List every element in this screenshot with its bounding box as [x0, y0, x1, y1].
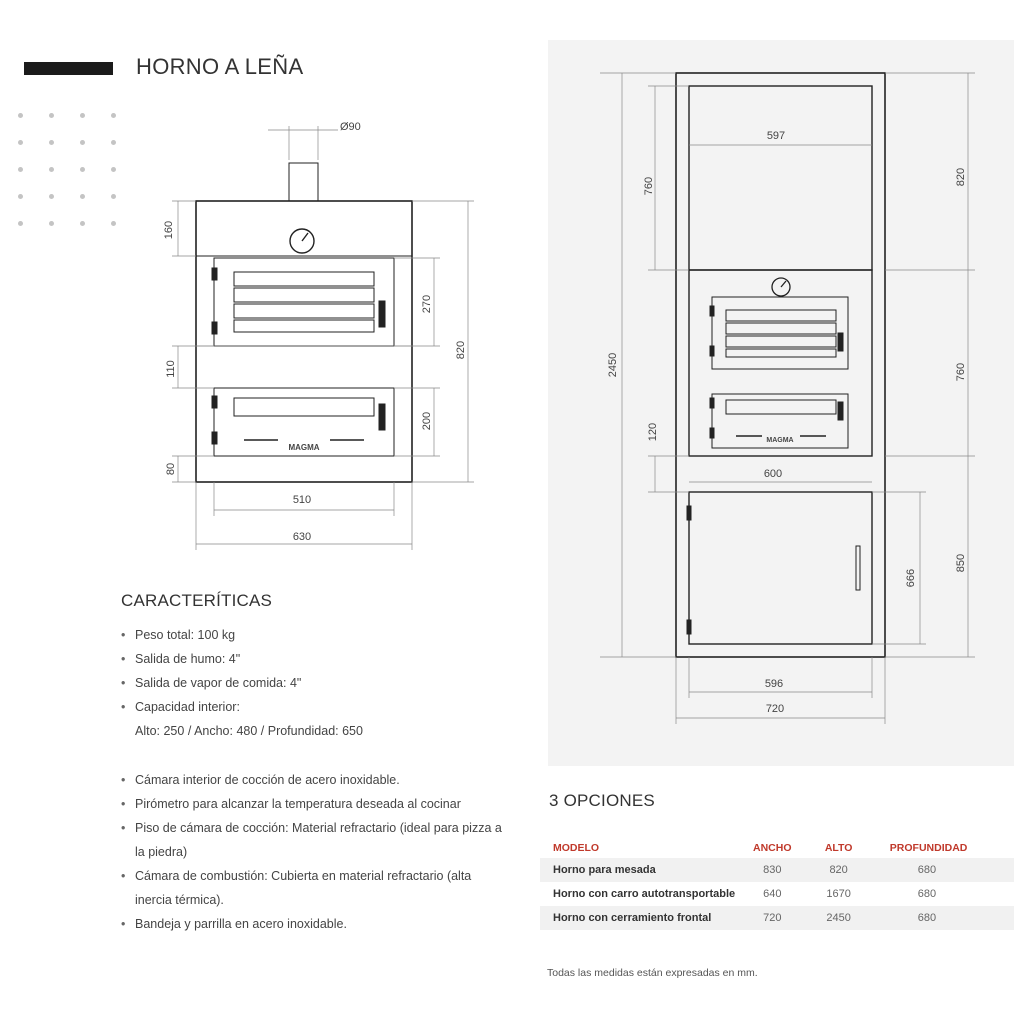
dim-w600: 600 — [763, 468, 783, 480]
column-header: PROFUNDIDAD — [889, 842, 968, 854]
decorative-dot — [49, 221, 54, 226]
table-cell: 820 — [805, 858, 871, 882]
dim-h760-mid: 760 — [955, 362, 967, 382]
decorative-dot — [18, 221, 23, 226]
decorative-dot — [18, 194, 23, 199]
brand-logo: MAGMA — [766, 437, 794, 444]
options-title: 3 OPCIONES — [549, 791, 655, 810]
dim-inner-width: 510 — [292, 494, 312, 506]
table-cell: 830 — [739, 858, 805, 882]
dim-w720: 720 — [765, 703, 785, 715]
decorative-dot — [18, 140, 23, 145]
decorative-dot — [49, 194, 54, 199]
list-item: • Salida de humo: 4" — [121, 647, 501, 671]
dim-outer-width: 630 — [292, 531, 312, 543]
list-item: • Piso de cámara de cocción: Material refractario (ideal para pizza a la piedra) — [121, 816, 511, 864]
dim-h850: 850 — [955, 553, 967, 573]
features-list-1 — [121, 623, 501, 743]
decorative-dot — [111, 140, 116, 145]
decorative-dot — [80, 113, 85, 118]
table-cell: 2450 — [805, 906, 871, 930]
features-title: CARACTERÍTICAS — [121, 591, 273, 610]
dim-total-height: 820 — [455, 340, 467, 360]
table-cell: Horno con cerramiento frontal — [540, 906, 739, 930]
dim-h666: 666 — [905, 568, 917, 588]
table-cell: 680 — [917, 888, 937, 900]
decorative-dot — [49, 113, 54, 118]
table-row — [540, 858, 1014, 882]
decorative-dot — [80, 221, 85, 226]
dim-bottom-height: 80 — [165, 462, 177, 476]
column-header: ALTO — [824, 842, 853, 854]
table-cell: Horno con carro autotransportable — [553, 888, 736, 900]
dim-total-height: 2450 — [607, 352, 619, 378]
brand-logo: MAGMA — [288, 443, 320, 452]
dim-w596: 596 — [764, 678, 784, 690]
page-title: HORNO A LEÑA — [136, 54, 304, 79]
decorative-dot — [18, 113, 23, 118]
oven-front-drawing — [160, 116, 490, 556]
table-cell: 1670 — [826, 888, 851, 900]
list-item: • Cámara de combustión: Cubierta en material refractario (alta inercia térmica). — [121, 864, 511, 912]
dim-h120: 120 — [647, 422, 659, 442]
column-header: MODELO — [553, 842, 600, 854]
dim-mid-height: 110 — [165, 360, 177, 378]
decorative-dot — [111, 221, 116, 226]
dim-chimney: Ø90 — [340, 121, 361, 133]
decorative-dot — [18, 167, 23, 172]
features-list-2 — [121, 768, 511, 936]
dim-h820: 820 — [955, 167, 967, 187]
table-cell: 680 — [872, 906, 1014, 930]
dim-top-height: 160 — [163, 220, 175, 240]
column-header: ANCHO — [753, 842, 792, 854]
decorative-dot — [49, 167, 54, 172]
list-item: • Pirómetro para alcanzar la temperatura deseada al cocinar — [121, 792, 511, 816]
oven-body — [196, 201, 412, 482]
header-bar — [24, 62, 113, 75]
decorative-dot-grid — [14, 110, 124, 240]
dim-door1-height: 270 — [421, 294, 433, 314]
table-cell: Horno para mesada — [540, 858, 739, 882]
list-item: • Peso total: 100 kg — [121, 623, 501, 647]
decorative-dot — [111, 194, 116, 199]
table-cell: 680 — [872, 858, 1014, 882]
list-item: • Cámara interior de cocción de acero inoxidable. — [121, 768, 511, 792]
table-row — [540, 882, 1014, 906]
decorative-dot — [80, 140, 85, 145]
oven-cabinet-drawing — [548, 40, 1014, 766]
list-item: • Capacidad interior: — [121, 695, 501, 719]
dim-h760-top: 760 — [643, 176, 655, 196]
table-cell: 720 — [739, 906, 805, 930]
decorative-dot — [80, 167, 85, 172]
footnote: Todas las medidas están expresadas en mm. — [547, 967, 758, 979]
table-cell: 640 — [763, 888, 782, 900]
options-table — [540, 838, 1014, 930]
list-item: • Salida de vapor de comida: 4" — [121, 671, 501, 695]
decorative-dot — [111, 167, 116, 172]
dim-door2-height: 200 — [421, 411, 433, 431]
list-item-continuation: Alto: 250 / Ancho: 480 / Profundidad: 650 — [135, 724, 363, 738]
dim-w597: 597 — [766, 130, 786, 142]
list-item: • Bandeja y parrilla en acero inoxidable. — [121, 912, 511, 936]
decorative-dot — [111, 113, 116, 118]
decorative-dot — [80, 194, 85, 199]
decorative-dot — [49, 140, 54, 145]
chimney — [289, 163, 318, 201]
table-row — [540, 906, 1014, 930]
